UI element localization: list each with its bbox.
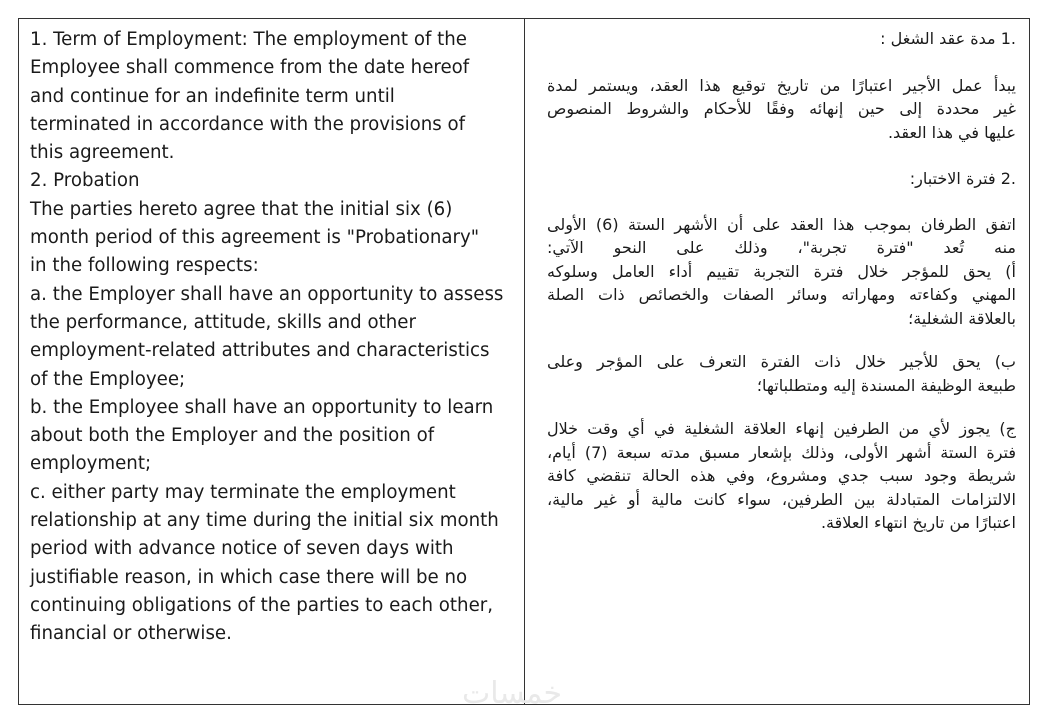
arabic-text-line: يبدأ عمل الأجير اعتبارًا من تاريخ توقيع هذا العقد، ويستمر لمدة <box>546 75 1016 95</box>
arabic-heading-term: .1 مدة عقد الشغل : <box>880 29 1016 48</box>
english-text-line: this agreement. <box>30 142 175 164</box>
english-text-line: Employee shall commence from the date hereof <box>30 57 470 79</box>
watermark-logo: خمسات <box>462 676 563 711</box>
arabic-text-line: منه تُعد "فترة تجربة"، وذلك على النحو الآتي: <box>546 238 1016 257</box>
english-text-line: justifiable reason, in which case there will be no <box>30 566 468 588</box>
arabic-text-line: الالتزامات المتبادلة بين الطرفين، سواء كانت مالية أو غير مالية، <box>546 489 1016 509</box>
arabic-paragraph-termination <box>547 417 1016 535</box>
arabic-text-line: فترة الستة أشهر الأولى، وذلك بإشعار مسبق مدته سبعة (7) أيام، <box>546 442 1017 462</box>
arabic-paragraph-employee-learn <box>547 350 1016 397</box>
english-column <box>19 19 525 704</box>
arabic-text-line: اتفق الطرفان بموجب هذا العقد على أن الأشهر الستة (6) الأولى <box>546 214 1016 234</box>
english-text-line: 1. Term of Employment: The employment of the <box>30 29 467 50</box>
english-text-line: continuing obligations of the parties to each other, <box>30 594 494 616</box>
english-text-line: 2. Probation <box>30 170 140 192</box>
arabic-text-line: عليها في هذا العقد. <box>887 122 1016 142</box>
english-text-line: period with advance notice of seven days with <box>30 538 454 560</box>
english-text-line: employment; <box>30 453 152 475</box>
arabic-text-line: شريطة وجود سبب جدي ومشروع، وفي هذه الحالة تنقضي كافة <box>546 466 1016 485</box>
english-text-line: b. the Employee shall have an opportunity to learn <box>30 396 494 418</box>
english-text-line: terminated in accordance with the provisions of <box>30 113 466 135</box>
english-text-line: financial or otherwise. <box>30 623 232 645</box>
english-text-line: The parties hereto agree that the initial six (6) <box>30 198 453 220</box>
english-text-line: employment-related attributes and characteristics <box>30 340 490 362</box>
arabic-text-line: طبيعة الوظيفة المسندة إليه ومتطلباتها؛ <box>756 375 1016 395</box>
arabic-text-line: بالعلاقة الشغلية؛ <box>908 308 1016 328</box>
arabic-text-line: المهني وكفاءته ومهاراته وسائر الصفات والخصائص ذات الصلة <box>546 285 1016 304</box>
english-text-line: about both the Employer and the position of <box>30 425 435 447</box>
arabic-text-line: ب) يحق للأجير خلال ذات الفترة التعرف على المؤجر وعلى <box>546 352 1016 371</box>
arabic-paragraph-probation <box>547 213 1016 331</box>
arabic-column <box>525 19 1029 704</box>
english-text-line: the performance, attitude, skills and other <box>30 311 416 333</box>
arabic-heading-probation: .2 فترة الاختبار: <box>909 169 1016 188</box>
english-text-line: month period of this agreement is "Probationary" <box>30 227 480 249</box>
english-text-line: relationship at any time during the initial six month <box>30 510 499 532</box>
english-text-line: in the following respects: <box>30 255 259 277</box>
arabic-paragraph-term <box>547 74 1016 145</box>
arabic-text-line: اعتبارًا من تاريخ انتهاء العلاقة. <box>820 513 1016 532</box>
arabic-text-line: ج) يجوز لأي من الطرفين إنهاء العلاقة الشغلية في أي وقت خلال <box>546 419 1016 438</box>
english-text-line: and continue for an indefinite term until <box>30 85 395 107</box>
english-text-line: c. either party may terminate the employment <box>30 481 456 503</box>
english-text-line: of the Employee; <box>30 368 186 390</box>
bilingual-contract-table <box>18 18 1030 705</box>
english-text-line: a. the Employer shall have an opportunity to assess <box>30 283 504 305</box>
arabic-text-line: أ) يحق للمؤجر خلال فترة التجربة تقييم أداء العامل وسلوكه <box>546 261 1016 281</box>
arabic-text-line: غير محددة إلى حين إنهائه وفقًا للأحكام والشروط المنصوص <box>546 99 1016 118</box>
